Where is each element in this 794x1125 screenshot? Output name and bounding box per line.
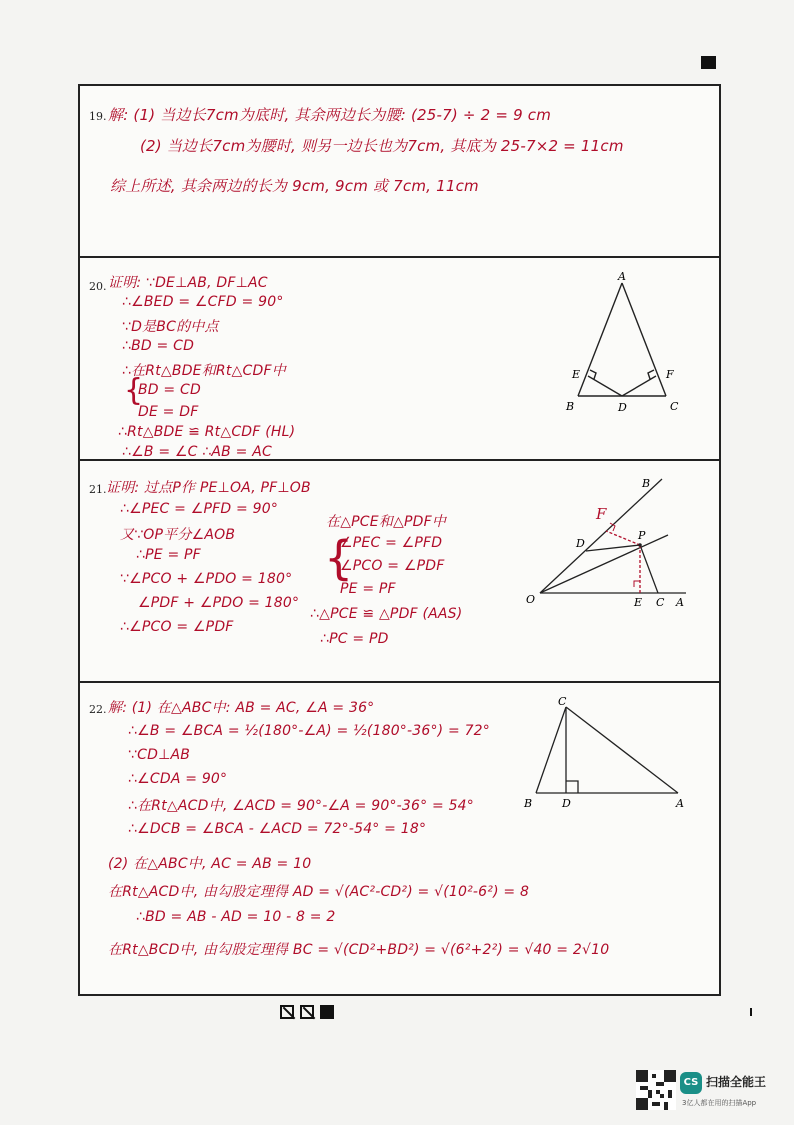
solution-line: ∴∠DCB = ∠BCA - ∠ACD = 72°-54° = 18°	[128, 821, 427, 837]
app-tagline: 3亿人都在用的扫描App	[682, 1099, 757, 1107]
question-number: 22.	[89, 703, 107, 716]
solid-box	[320, 1005, 334, 1019]
vertex-label-d: D	[618, 401, 627, 414]
solution-line: ∴∠CDA = 90°	[128, 771, 228, 787]
proof-line: PE = PF	[340, 581, 396, 597]
qr-code-icon	[636, 1070, 676, 1110]
solution-line: ∴∠B = ∠BCA = ½(180°-∠A) = ½(180°-36°) = 72°	[128, 723, 490, 739]
point-label-p: P	[638, 529, 646, 542]
vertex-label-f: F	[666, 368, 674, 381]
proof-line: 又∵OP平分∠AOB	[120, 527, 236, 543]
question-number: 21.	[89, 483, 107, 496]
vertex-label-b: B	[566, 400, 575, 413]
solution-line: ∴在Rt△ACD中, ∠ACD = 90°-∠A = 90°-36° = 54°	[128, 798, 474, 814]
vertex-label-d: D	[562, 797, 571, 810]
app-name: 扫描全能王	[706, 1075, 767, 1089]
vertex-label-b: B	[524, 797, 533, 810]
point-label-c: C	[656, 596, 665, 609]
proof-line: ∴在Rt△BDE和Rt△CDF中	[122, 363, 286, 379]
proof-line: ∵D是BC的中点	[122, 319, 219, 335]
proof-line: ∴Rt△BDE ≌ Rt△CDF (HL)	[118, 424, 296, 440]
proof-line: ∴∠B = ∠C ∴AB = AC	[122, 444, 272, 460]
proof-line: ∴PC = PD	[320, 631, 389, 647]
right-triangle-figure	[520, 697, 690, 817]
proof-line: ∴∠PEC = ∠PFD = 90°	[120, 501, 279, 517]
vertex-label-a: A	[676, 797, 684, 810]
solution-line: ∴BD = AB - AD = 10 - 8 = 2	[136, 909, 336, 925]
proof-line: ∴∠PCO = ∠PDF	[120, 619, 234, 635]
solution-line: 综上所述, 其余两边的长为 9cm, 9cm 或 7cm, 11cm	[110, 177, 479, 195]
footer-marks	[280, 1005, 334, 1019]
proof-line: BD = CD	[138, 382, 201, 398]
point-label-f: F	[596, 505, 607, 523]
question-number: 19.	[89, 110, 107, 123]
brace-mark: {	[124, 373, 144, 408]
question-number: 20.	[89, 280, 107, 293]
proof-line: ∴BD = CD	[122, 338, 195, 354]
proof-line: ∠PEC = ∠PFD	[340, 535, 443, 551]
solution-line: 在Rt△BCD中, 由勾股定理得 BC = √(CD²+BD²) = √(6²+2²) = √40 = 2√10	[108, 942, 610, 958]
tick-mark	[750, 1008, 752, 1016]
point-label-e: E	[634, 596, 643, 609]
vertex-label-c: C	[558, 697, 567, 708]
question-21-box	[80, 459, 719, 681]
proof-line: 在△PCE和△PDF中	[326, 514, 447, 530]
point-label-o: O	[526, 593, 536, 606]
point-label-a: A	[676, 596, 684, 609]
point-label-b: B	[642, 477, 651, 490]
proof-line: ∠PCO = ∠PDF	[340, 558, 445, 574]
solution-line: (2) 当边长7cm为腰时, 则另一边长也为7cm, 其底为 25-7×2 = 11cm	[140, 137, 624, 155]
question-20-box	[80, 256, 719, 459]
question-19-box	[80, 86, 719, 256]
answer-sheet	[78, 84, 721, 996]
solution-line: ∵CD⊥AB	[128, 747, 191, 763]
proof-line: 证明: ∵DE⊥AB, DF⊥AC	[108, 275, 268, 291]
hatched-box	[300, 1005, 314, 1019]
hatched-box	[280, 1005, 294, 1019]
proof-line: ∴△PCE ≌ △PDF (AAS)	[310, 606, 463, 622]
triangle-abc-figure	[562, 268, 702, 418]
proof-line: ∴PE = PF	[136, 547, 201, 563]
solution-line: 解: (1) 在△ABC中: AB = AC, ∠A = 36°	[108, 700, 375, 716]
angle-bisector-figure	[520, 473, 690, 613]
solution-line: 在Rt△ACD中, 由勾股定理得 AD = √(AC²-CD²) = √(10²-6²) = 8	[108, 884, 530, 900]
proof-line: ∠PDF + ∠PDO = 180°	[138, 595, 300, 611]
brace-mark: {	[324, 531, 354, 585]
proof-line: ∴∠BED = ∠CFD = 90°	[122, 294, 284, 310]
vertex-label-c: C	[670, 400, 679, 413]
solution-line: 解: (1) 当边长7cm为底时, 其余两边长为腰: (25-7) ÷ 2 = 9 cm	[108, 106, 552, 124]
proof-line: DE = DF	[138, 404, 199, 420]
registration-mark	[701, 56, 716, 69]
vertex-label-a: A	[618, 270, 626, 283]
camscanner-logo-icon: CS	[680, 1072, 702, 1094]
question-22-box	[80, 681, 719, 994]
proof-line: 证明: 过点P作 PE⊥OA, PF⊥OB	[106, 480, 311, 496]
point-label-d: D	[576, 537, 585, 550]
proof-line: ∵∠PCO + ∠PDO = 180°	[120, 571, 293, 587]
solution-line: (2) 在△ABC中, AC = AB = 10	[108, 856, 312, 872]
vertex-label-e: E	[572, 368, 581, 381]
